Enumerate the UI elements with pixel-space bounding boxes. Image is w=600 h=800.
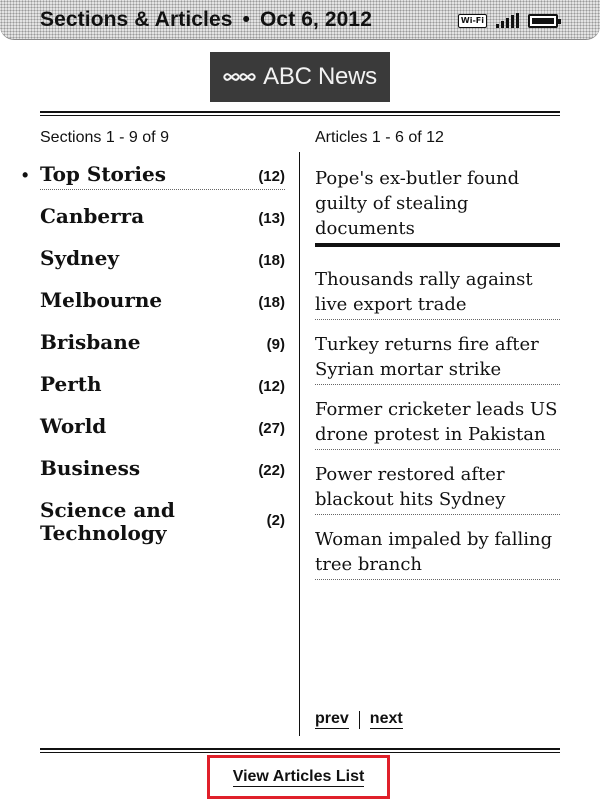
top-divider <box>40 111 560 116</box>
abc-logo-icon <box>223 68 257 86</box>
section-item-top-stories[interactable] <box>22 160 285 190</box>
section-label: Top Stories <box>40 162 167 186</box>
article-item[interactable]: Woman impaled by falling tree branch <box>315 525 560 580</box>
logo-text: ABC News <box>263 63 377 90</box>
view-articles-list-label: View Articles List <box>232 767 365 785</box>
section-label: Business <box>40 456 141 480</box>
article-item[interactable]: Former cricketer leads US drone protest in Pakistan <box>315 395 560 450</box>
article-pager <box>315 710 403 729</box>
page-date: Oct 6, 2012 <box>259 8 372 31</box>
section-item-sydney[interactable] <box>40 244 285 286</box>
status-icons <box>458 12 558 28</box>
top-status-bar <box>0 0 600 40</box>
column-divider <box>299 152 300 736</box>
wifi-icon: Wi-Fi <box>458 14 487 28</box>
article-item[interactable]: Thousands rally against live export trade <box>315 265 560 320</box>
section-count: (13) <box>258 210 285 227</box>
section-label: Science and Technology <box>40 498 175 545</box>
battery-icon <box>528 14 558 28</box>
section-count: (18) <box>258 252 285 269</box>
section-count: (22) <box>258 462 285 479</box>
abc-news-logo <box>210 52 390 102</box>
section-count: (12) <box>258 168 285 185</box>
section-label: Brisbane <box>40 330 141 354</box>
page-title <box>40 8 372 32</box>
section-label: Melbourne <box>40 288 163 312</box>
section-label: Perth <box>40 372 102 396</box>
section-item-world[interactable] <box>40 412 285 454</box>
section-item-canberra[interactable] <box>40 202 285 244</box>
prev-page-link[interactable]: prev <box>315 710 349 727</box>
articles-list <box>315 164 560 590</box>
section-count: (27) <box>258 420 285 437</box>
sections-list <box>22 160 285 552</box>
section-count: (2) <box>266 512 285 529</box>
view-articles-list-button[interactable] <box>207 755 390 799</box>
signal-icon <box>496 13 519 28</box>
section-count: (9) <box>266 336 285 353</box>
section-label: World <box>40 414 107 438</box>
selected-bullet-icon: • <box>22 165 29 185</box>
section-label: Sydney <box>40 246 119 270</box>
pager-separator <box>359 711 360 729</box>
section-item-perth[interactable] <box>40 370 285 412</box>
articles-heading: Articles 1 - 6 of 12 <box>315 129 444 146</box>
section-item-science-technology[interactable] <box>40 496 285 552</box>
title-separator: • <box>242 8 250 31</box>
section-item-business[interactable] <box>40 454 285 496</box>
article-item[interactable]: Pope's ex-butler found guilty of stealing documents <box>315 164 560 247</box>
section-item-brisbane[interactable] <box>40 328 285 370</box>
article-item[interactable]: Turkey returns fire after Syrian mortar strike <box>315 330 560 385</box>
section-label: Canberra <box>40 204 145 228</box>
section-count: (18) <box>258 294 285 311</box>
section-item-melbourne[interactable] <box>40 286 285 328</box>
page-title-text: Sections & Articles <box>40 8 233 31</box>
article-item[interactable]: Power restored after blackout hits Sydney <box>315 460 560 515</box>
section-count: (12) <box>258 378 285 395</box>
bottom-divider <box>40 748 560 753</box>
next-page-link[interactable]: next <box>369 710 403 727</box>
sections-heading: Sections 1 - 9 of 9 <box>40 129 169 146</box>
